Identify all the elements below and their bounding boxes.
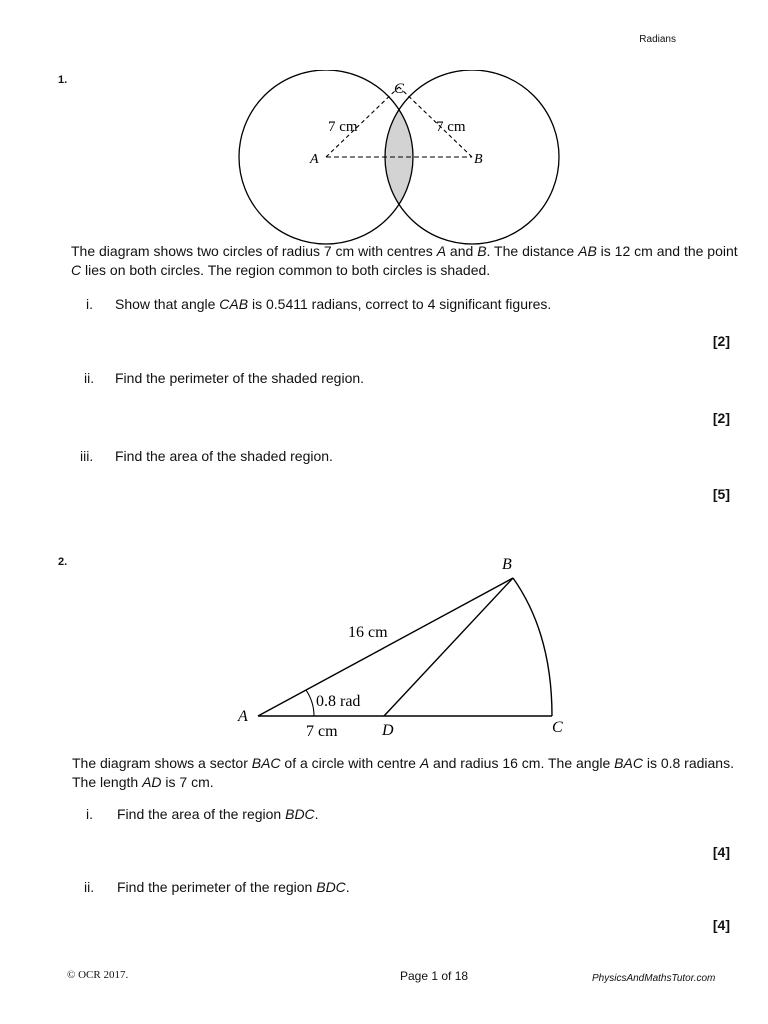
q1-intro-text-2: and — [446, 243, 478, 259]
q1-intro-c: C — [71, 262, 82, 278]
q1-part-ii-marks: [2] — [712, 410, 730, 426]
q2-label-d: D — [382, 722, 394, 739]
q2-part-i-text-2: . — [314, 806, 319, 822]
q2-label-angle: 0.8 rad — [316, 693, 361, 710]
q1-label-a: A — [310, 152, 319, 167]
question-2-number: 2. — [58, 556, 68, 568]
q2-part-i-text — [117, 806, 319, 822]
page-header-title: Radians — [639, 34, 676, 45]
q2-intro-ad: AD — [142, 774, 162, 790]
q2-intro-text-1: The diagram shows a sector — [72, 755, 252, 771]
q1-intro-text-3: . The distance — [486, 243, 579, 259]
q1-intro-ab: AB — [578, 243, 597, 259]
q2-label-c: C — [552, 719, 563, 736]
q2-part-ii-marks: [4] — [712, 917, 730, 933]
q1-intro — [71, 242, 741, 280]
q1-label-c: C — [394, 81, 405, 97]
q2-intro-text-4: is 0.8 radians. The length — [72, 755, 734, 790]
q1-part-i-angle: CAB — [219, 296, 249, 312]
q2-arc-bc — [513, 578, 552, 716]
q1-label-right-radius: 7 cm — [436, 119, 466, 135]
q2-part-ii-region: BDC — [316, 879, 346, 895]
q2-part-ii-text-1: Find the perimeter of the region — [117, 879, 317, 895]
q2-line-ab — [258, 578, 513, 716]
q2-part-i-region: BDC — [285, 806, 315, 822]
question-1-number: 1. — [58, 74, 68, 86]
q1-label-left-radius: 7 cm — [328, 119, 358, 135]
footer-copyright: © OCR 2017. — [67, 969, 129, 981]
q2-part-ii-text-2: . — [345, 879, 350, 895]
footer-site: PhysicsAndMathsTutor.com — [592, 973, 716, 984]
q1-intro-text-5: lies on both circles. The region common to both circles is shaded. — [81, 262, 491, 278]
q2-line-bd — [384, 578, 513, 716]
q1-part-iii-text: Find the area of the shaded region. — [115, 448, 333, 464]
q1-part-i-text-1: Show that angle — [115, 296, 220, 312]
q1-part-ii-number: ii. — [84, 370, 95, 386]
q1-diagram — [230, 70, 570, 250]
q1-part-iii-marks: [5] — [712, 486, 730, 502]
q2-intro-bac: BAC — [251, 755, 281, 771]
q1-intro-text-4: is 12 cm and the point — [596, 243, 738, 259]
q2-intro-text-2: of a circle with centre — [280, 755, 420, 771]
q2-part-ii-text — [117, 879, 350, 895]
footer-page-number: Page 1 of 18 — [400, 969, 469, 983]
q2-part-ii-number: ii. — [84, 879, 95, 895]
q1-intro-text-1: The diagram shows two circles of radius 7 cm with centres — [71, 243, 437, 259]
q2-intro-a: A — [419, 755, 430, 771]
q1-intro-b: B — [477, 243, 487, 259]
q2-intro-bac-2: BAC — [614, 755, 643, 771]
q2-label-a: A — [238, 708, 248, 725]
q2-diagram — [230, 548, 590, 748]
q2-part-i-marks: [4] — [712, 844, 730, 860]
q1-intro-a: A — [436, 243, 447, 259]
q1-part-i-number: i. — [86, 296, 93, 312]
q1-part-ii-text: Find the perimeter of the shaded region. — [115, 370, 365, 386]
q2-label-ab: 16 cm — [348, 624, 388, 641]
q2-part-i-number: i. — [86, 806, 93, 822]
q1-label-b: B — [474, 152, 483, 167]
q2-angle-arc — [306, 690, 314, 716]
q1-part-i-text-2: is 0.5411 radians, correct to 4 significant figures. — [248, 296, 552, 312]
q2-label-ad: 7 cm — [306, 723, 338, 740]
q1-part-iii-number: iii. — [80, 448, 94, 464]
q1-part-i-marks: [2] — [712, 333, 730, 349]
q2-intro-text-3: and radius 16 cm. The angle — [429, 755, 615, 771]
q2-intro-text-5: is 7 cm. — [161, 774, 214, 790]
q1-part-i-text — [115, 296, 551, 312]
q2-label-b: B — [502, 556, 512, 573]
q2-intro — [72, 754, 742, 792]
q2-part-i-text-1: Find the area of the region — [117, 806, 286, 822]
